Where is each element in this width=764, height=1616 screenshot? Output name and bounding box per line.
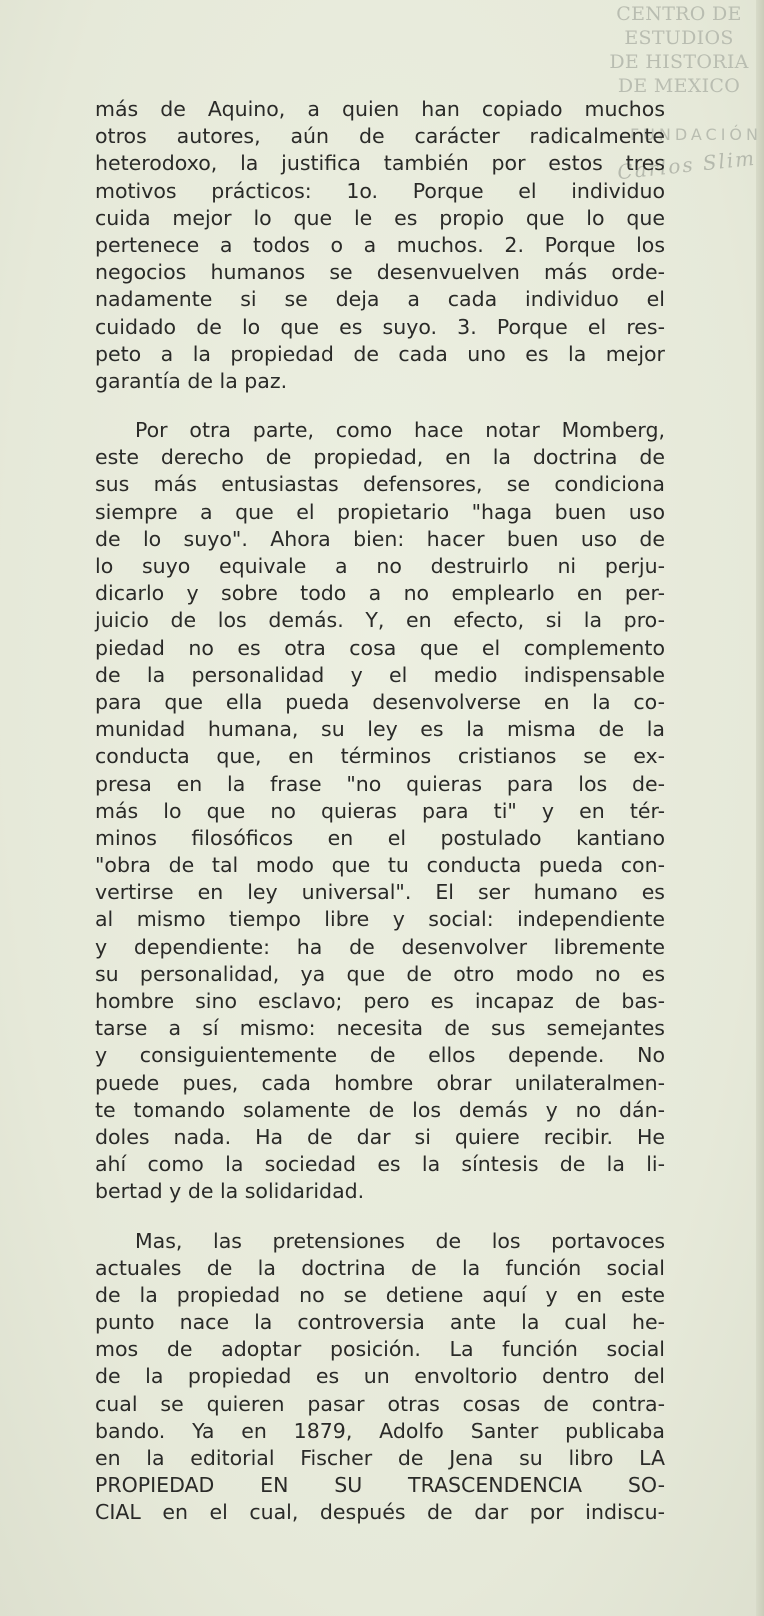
- text-line: su personalidad, ya que de otro modo no es: [95, 961, 665, 986]
- text-line: conducta que, en términos cristianos se ex-: [95, 744, 665, 769]
- watermark-line: DE MEXICO: [617, 75, 741, 97]
- watermark-line: DE HISTORIA: [609, 51, 749, 73]
- text-line: nadamente si se deja a cada individuo el: [95, 287, 665, 312]
- text-line: otros autores, aún de carácter radicalmente: [95, 124, 665, 149]
- text-line: mos de adoptar posición. La función social: [95, 1337, 665, 1362]
- text-line: munidad humana, su ley es la misma de la: [95, 717, 665, 742]
- text-line: y consiguientemente de ellos depende. No: [95, 1043, 665, 1068]
- text-line: puede pues, cada hombre obrar unilateralmen-: [95, 1070, 665, 1095]
- text-line: cual se quieren pasar otras cosas de contra-: [95, 1391, 665, 1416]
- text-line: te tomando solamente de los demás y no dán-: [95, 1097, 665, 1122]
- text-line: bando. Ya en 1879, Adolfo Santer publicaba: [95, 1418, 665, 1443]
- text-line: cuida mejor lo que le es propio que lo que: [95, 205, 665, 230]
- text-line: al mismo tiempo libre y social: independiente: [95, 907, 665, 932]
- text-line: este derecho de propiedad, en la doctrina de: [95, 445, 665, 470]
- text-line: actuales de la doctrina de la función social: [95, 1255, 665, 1280]
- text-line: punto nace la controversia ante la cual he-: [95, 1310, 665, 1335]
- text-line: Mas, las pretensiones de los portavoces: [135, 1228, 665, 1253]
- text-line: peto a la propiedad de cada uno es la mejor: [95, 341, 665, 366]
- text-line: ahí como la sociedad es la síntesis de la li-: [95, 1152, 665, 1177]
- text-line: CIAL en el cual, después de dar por indiscu-: [95, 1500, 665, 1525]
- text-line: de la propiedad no se detiene aquí y en este: [95, 1282, 665, 1307]
- paragraph-1: [95, 96, 665, 395]
- text-line: heterodoxo, la justifica también por estos tres: [95, 151, 665, 176]
- text-line: motivos prácticos: 1o. Porque el individuo: [95, 178, 665, 203]
- text-line: siempre a que el propietario "haga buen uso: [95, 499, 665, 524]
- text-line: PROPIEDAD EN SU TRASCENDENCIA SO-: [95, 1473, 665, 1498]
- text-line: para que ella pueda desenvolverse en la co-: [95, 689, 665, 714]
- text-line: vertirse en ley universal". El ser humano es: [95, 880, 665, 905]
- watermark-line: CENTRO DE: [616, 3, 742, 25]
- text-line: bertad y de la solidaridad.: [95, 1179, 365, 1204]
- text-line: "obra de tal modo que tu conducta pueda con-: [95, 853, 665, 878]
- text-line: y dependiente: ha de desenvolver libremente: [95, 934, 665, 959]
- watermark-line: ESTUDIOS: [624, 27, 734, 49]
- text-line: tarse a sí mismo: necesita de sus semejantes: [95, 1016, 665, 1041]
- text-line: dicarlo y sobre todo a no emplearlo en per-: [95, 581, 665, 606]
- text-line: en la editorial Fischer de Jena su libro LA: [95, 1446, 665, 1470]
- text-line: negocios humanos se desenvuelven más orde-: [95, 260, 665, 285]
- text-line: más de Aquino, a quien han copiado muchos: [95, 97, 665, 121]
- paragraph-2: [95, 417, 665, 1205]
- text-line: Por otra parte, como hace notar Momberg,: [135, 418, 665, 443]
- text-line: de la propiedad es un envoltorio dentro del: [95, 1364, 665, 1389]
- text-line: cuidado de lo que es suyo. 3. Porque el res-: [95, 314, 665, 339]
- text-line: de lo suyo". Ahora bien: hacer buen uso de: [95, 526, 665, 551]
- archive-watermark: [604, 2, 754, 98]
- text-line: juicio de los demás. Y, en efecto, si la pro-: [95, 608, 665, 633]
- text-line: más lo que no quieras para ti" y en tér-: [95, 798, 665, 823]
- text-line: lo suyo equivale a no destruirlo ni perju-: [95, 554, 665, 578]
- text-line: de la personalidad y el medio indispensable: [95, 662, 665, 687]
- text-line: minos filosóficos en el postulado kantiano: [95, 825, 665, 850]
- text-line: doles nada. Ha de dar si quiere recibir. He: [95, 1124, 665, 1149]
- page-edge: [756, 0, 764, 1616]
- watermark-signature: Carlos Slim: [615, 145, 757, 185]
- watermark-fundacion: FUNDACIÓN: [629, 125, 762, 144]
- text-line: garantía de la paz.: [95, 368, 288, 393]
- text-line: pertenece a todos o a muchos. 2. Porque los: [95, 232, 665, 257]
- body-text: [95, 96, 665, 1549]
- text-line: hombre sino esclavo; pero es incapaz de bas-: [95, 989, 665, 1013]
- text-line: presa en la frase "no quieras para los de-: [95, 771, 665, 796]
- text-line: sus más entusiastas defensores, se condiciona: [95, 472, 665, 497]
- text-line: piedad no es otra cosa que el complemento: [95, 635, 665, 660]
- paragraph-3: [95, 1228, 665, 1527]
